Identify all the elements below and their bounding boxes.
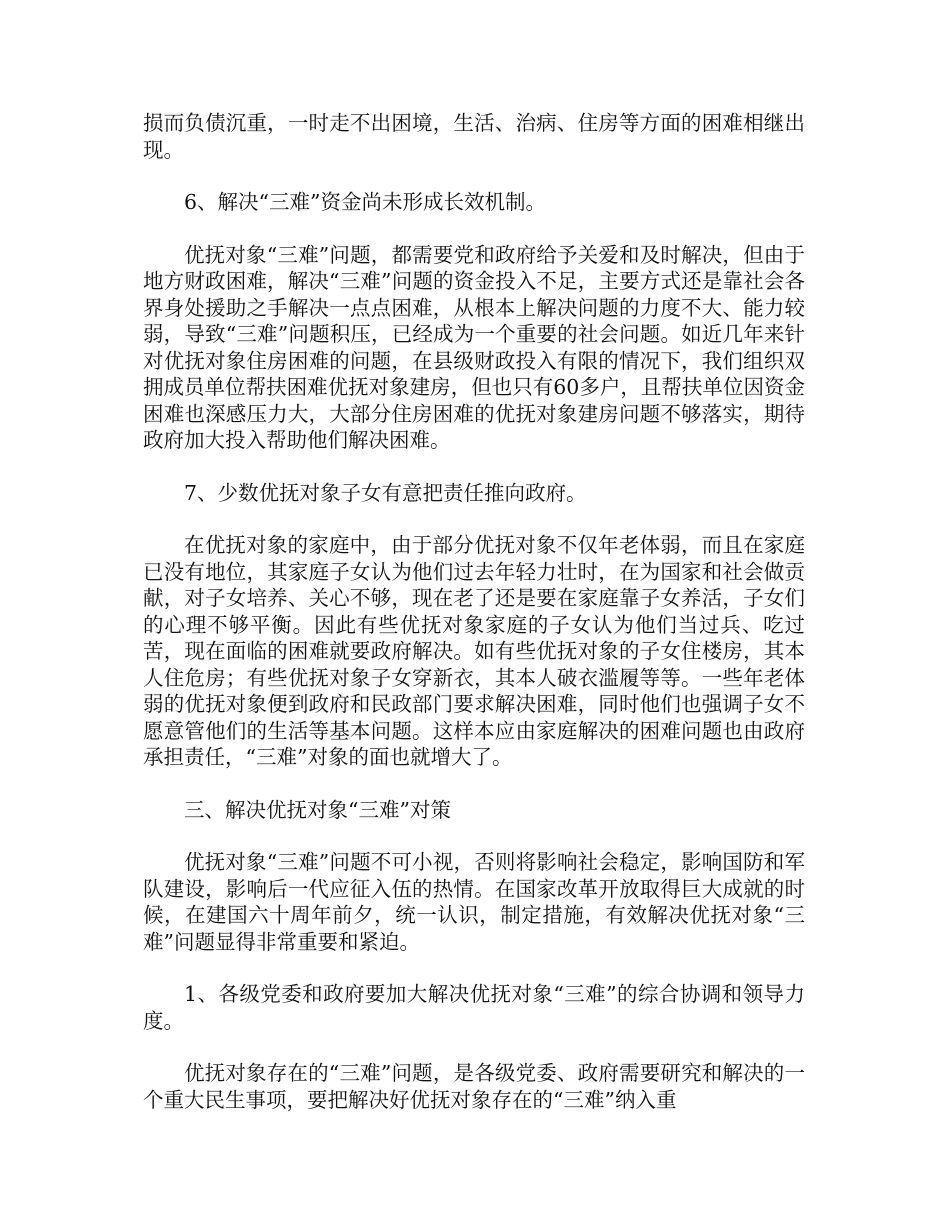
paragraph-funding: 优抚对象“三难”问题，都需要党和政府给予关爱和及时解决，但由于地方财政困难，解决“三难”问题的资金投入不足，主要方式还是靠社会各界身处援助之手解决一点点困难，从根本上解决问题的力度不大、能力较弱，导致“三难”问题积压，已经成为一个重要的社会问题。如近几年来针对优抚对象住房困难的问题，在县级财政投入有限的情况下，我们组织双拥成员单位帮扶困难优抚对象建房，但也只有60多户，且帮扶单位因资金困难也深感压力大，大部分住房困难的优抚对象建房问题不够落实，期待政府加大投入帮助他们解决困难。 bbox=[143, 242, 805, 452]
paragraph-continuation: 损而负债沉重，一时走不出困境，生活、治病、住房等方面的困难相继出现。 bbox=[143, 111, 805, 162]
paragraph-leadership: 优抚对象存在的“三难”问题，是各级党委、政府需要研究和解决的一个重大民生事项，要把解决好优抚对象存在的“三难”纳入重 bbox=[143, 1061, 805, 1112]
document-body bbox=[143, 110, 805, 1139]
paragraph-countermeasures: 优抚对象“三难”问题不可小视，否则将影响社会稳定，影响国防和军队建设，影响后一代应征入伍的热情。在国家改革开放取得巨大成就的时候，在建国六十周年前夕，统一认识，制定措施，有效解决优抚对象“三难”问题显得非常重要和紧迫。 bbox=[143, 850, 805, 954]
section-heading-1: 1、各级党委和政府要加大解决优抚对象“三难”的综合协调和领导力度。 bbox=[143, 982, 805, 1033]
paragraph-family: 在优抚对象的家庭中，由于部分优抚对象不仅年老体弱，而且在家庭已没有地位，其家庭子女认为他们过去年轻力壮时，在为国家和社会做贡献，对子女培养、关心不够，现在老了还是要在家庭靠子女养活，子女们的心理不够平衡。因此有些优抚对象家庭的子女认为他们当过兵、吃过苦，现在面临的困难就要政府解决。如有些优抚对象的子女住楼房，其本人住危房；有些优抚对象子女穿新衣，其本人破衣滥履等等。一些年老体弱的优抚对象便到政府和民政部门要求解决困难，同时他们也强调子女不愿意管他们的生活等基本问题。这样本应由家庭解决的困难问题也由政府承担责任，“三难”对象的面也就增大了。 bbox=[143, 533, 805, 769]
section-heading-3: 三、解决优抚对象“三难”对策 bbox=[184, 797, 451, 822]
section-heading-7: 7、少数优抚对象子女有意把责任推向政府。 bbox=[184, 480, 587, 505]
section-heading-6: 6、解决“三难”资金尚未形成长效机制。 bbox=[184, 190, 547, 214]
